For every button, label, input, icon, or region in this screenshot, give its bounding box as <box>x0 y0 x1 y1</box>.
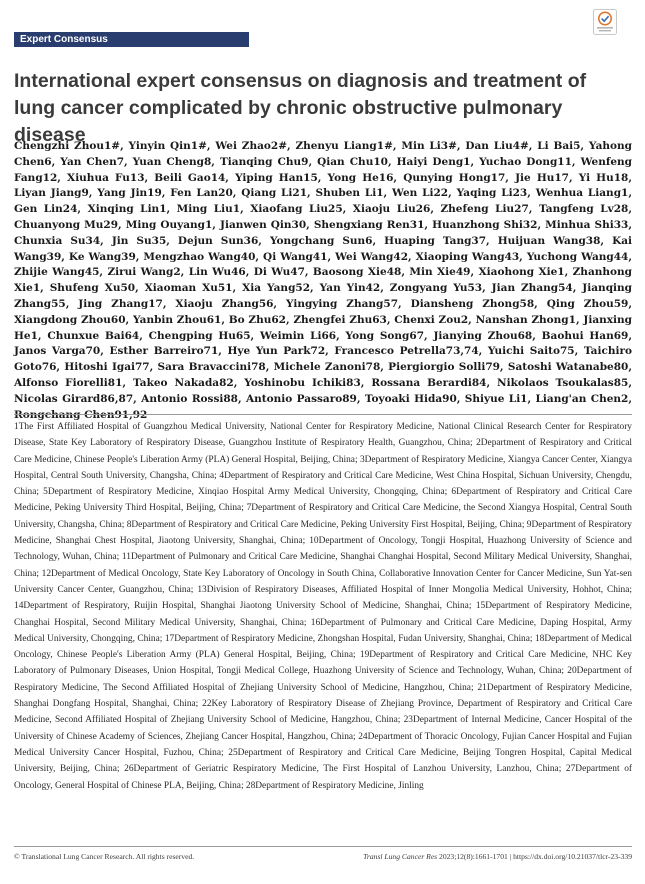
copyright-notice: © Translational Lung Cancer Research. All rights reserved. <box>14 852 195 861</box>
footer-divider <box>14 846 632 847</box>
affiliation-list: 1The First Affiliated Hospital of Guangzhou Medical University, National Center for Respiratory Medicine, National Clinical Research Center for Respiratory Disease, State Key Laboratory of Respiratory Disease, Guangzhou Institute of Respiratory Health, Guangzhou, China; 2Department of Respiratory and Critical Care Medicine, Chinese People's Liberation Army (PLA) General Hospital, Beijing, China; 3Department of Respiratory Medicine, Xiangya Cancer Center, Xiangya Hospital, Central South University, Changsha, China; 4Department of Respiratory and Critical Care Medicine, West China Hospital, Sichuan University, Chengdu, China; 5Department of Respiratory Medicine, Xinqiao Hospital Army Medical University, Chongqing, China; 6Department of Respiratory and Critical Care Medicine, Peking University Third Hospital, Beijing, China; 7Department of Respiratory and Critical Care Medicine, the Second Xiangya Hospital, Central South University, Changsha, China; 8Department of Respiratory and Critical Care Medicine, Peking University First Hospital, Beijing, China; 9Department of Respiratory Medicine, Shanghai Chest Hospital, Jiaotong University, Shanghai, China; 10Department of Oncology, Tongji Hospital, Huazhong University of Science and Technology, Wuhan, China; 11Department of Pulmonary and Critical Care Medicine, Shanghai Changhai Hospital, Second Military Medical University, Shanghai, China; 12Department of Medical Oncology, State Key Laboratory of Oncology in South China, Collaborative Innovation Center for Cancer Medicine, Sun Yat-sen University Cancer Center, Guangzhou, China; 13Division of Respiratory Diseases, Affiliated Hospital of Inner Mongolia Medical University, Hohhot, China; 14Department of Respiratory, Ruijin Hospital, Shanghai Jiaotong University School of Medicine, Shanghai, China; 15Department of Respiratory Medicine, Changhai Hospital, Second Military Medical University, Shanghai, China; 16Department of Pulmonary and Critical Care Medicine, Daping Hospital, Army Medical University, Chongqing, China; 17Department of Respiratory Medicine, Zhongshan Hospital, Fudan University, Shanghai, China; 18Department of Medical Oncology, Chinese People's Liberation Army (PLA) General Hospital, Beijing, China; 19Department of Respiratory and Critical Care Medicine, NHC Key Laboratory of Pulmonary Diseases, Union Hospital, Tongji Medical College, Huazhong University of Science and Technology, Wuhan, China; 20Department of Respiratory Medicine, The Second Affiliated Hospital of Zhejiang University School of Medicine, Hangzhou, China; 21Department of Respiratory Medicine, Shanghai Dongfang Hospital, Shanghai, China; 22Key Laboratory of Respiratory Disease of Zhejiang Province, Department of Respiratory and Critical Care Medicine, Second Affiliated Hospital of Zhejiang University School of Medicine, Hangzhou, China; 23Department of Internal Medicine, Cancer Hospital of the University of Chinese Academy of Sciences, Zhejiang Cancer Hospital, Hangzhou, China; 24Department of Thoracic Oncology, Fujian Cancer Hospital and Fujian Medical University Cancer Hospital, Fuzhou, China; 25Department of Respiratory and Critical Care Medicine, Beijing Tongren Hospital, Capital Medical University, Beijing, China; 26Department of Geriatric Respiratory Medicine, The First Hospital of Lanzhou University, Lanzhou, China; 27Department of Oncology, General Hospital of Chinese PLA, Beijing, China; 28Department of Respiratory Medicine, Jinling <box>14 422 632 791</box>
section-divider <box>14 414 632 415</box>
article-title: International expert consensus on diagnosis and treatment of lung cancer complicated by chronic obstructive pulmonary disease <box>14 70 587 146</box>
author-list: Chengzhi Zhou1#, Yinyin Qin1#, Wei Zhao2#, Zhenyu Liang1#, Min Li3#, Dan Liu4#, Li Bai5, Yahong Chen6, Yan Chen7, Yuan Cheng8, Tianqing Chu9, Qian Chu10, Haiyi Deng1, Yuchao Dong11, Wenfeng Fang12, Xiuhua Fu13, Beili Gao14, Yiping Han15, Yong He16, Qunying Hong17, Jie Hu17, Yi Hu18, Liyan Jiang9, Yang Jin19, Fen Lan20, Qiang Li21, Shuben Li1, Wen Li22, Yaqing Li23, Wenhua Liang1, Gen Lin24, Xinqing Lin1, Ming Liu1, Xiaofang Liu25, Xiaoju Liu26, Zhefeng Liu27, Tangfeng Lv28, Chuanyong Mu29, Ming Ouyang1, Jianwen Qin30, Shengxiang Ren31, Huanzhong Shi32, Minhua Shi33, Chunxia Su34, Jin Su35, Dejun Sun36, Yongchang Sun6, Huaping Tang37, Huijuan Wang38, Kai Wang39, Ke Wang39, Mengzhao Wang40, Qi Wang41, Wei Wang42, Xiaoping Wang43, Yuchong Wang44, Zhijie Wang45, Zirui Wang2, Lin Wu46, Di Wu47, Baosong Xie48, Min Xie49, Xiaohong Xie1, Zhanhong Xie1, Shufeng Xu50, Xiaoman Xu51, Xia Yang52, Yan Yin42, Zongyang Yu53, Jian Zhang54, Jianqing Zhang55, Jing Zhang17, Xiaoju Zhang56, Yingying Zhang57, Diansheng Zhong58, Qing Zhou59, Xiangdong Zhou60, Yanbin Zhou61, Bo Zhu62, Zhengfei Zhu63, Chenxi Zou2, Nanshan Zhong1, Jianxing He1, Chunxue Bai64, Chengping Hu65, Weimin Li66, Yong Song67, Jianying Zhou68, Baohui Han69, Janos Varga70, Esther Barreiro71, Hye Yun Park72, Francesco Petrella73,74, Yuichi Saito75, Taichiro Goto76, Hitoshi Igai77, Sara Bravaccini78, Michele Zanoni78, Piergiorgio Solli79, Satoshi Watanabe80, Alfonso Fiorelli81, Takeo Nakada82, Yoshinobu Ichiki83, Rossana Berardi84, Nikolaos Tsoukalas85, Nicolas Girard86,87, Antonio Rossi88, Antonio Passaro89, Toyoaki Hida90, Shiyue Li1, Liang'an Chen2, Rongchang Chen91,92 <box>14 140 632 421</box>
citation-line <box>363 852 632 861</box>
citation-details[interactable]: 2023;12(8):1661-1701 | https://dx.doi.org/10.21037/tlcr-23-339 <box>437 852 632 861</box>
page-footer <box>14 852 632 866</box>
journal-name: Transl Lung Cancer Res <box>363 852 438 861</box>
check-for-updates-icon[interactable] <box>593 9 617 35</box>
article-type-badge: Expert Consensus <box>14 32 249 47</box>
